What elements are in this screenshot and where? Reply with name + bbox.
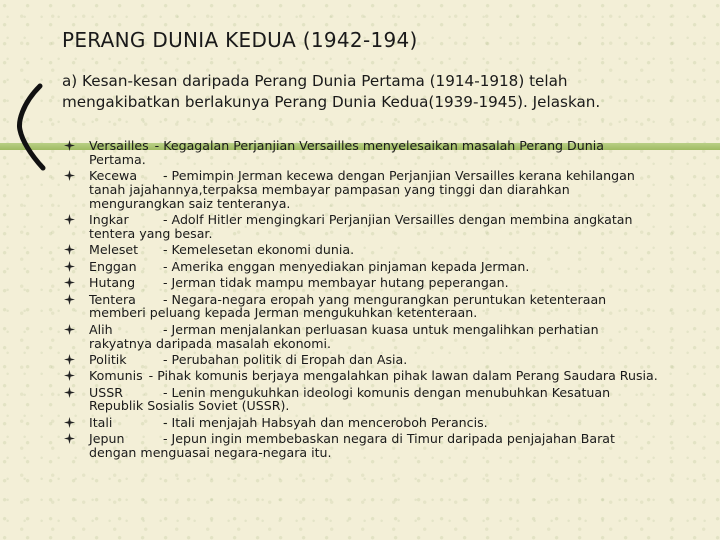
bullet-description: - Adolf Hitler mengingkari Perjanjian Versailles dengan membina angkatan tentera yang besar.: [89, 212, 633, 241]
bullet-description: - Amerika enggan menyediakan pinjaman kepada Jerman.: [163, 258, 530, 274]
four-point-star-icon: [64, 277, 75, 288]
bullet-description: - Jerman tidak mampu membayar hutang peperangan.: [163, 275, 509, 291]
four-point-star-icon: [64, 214, 75, 225]
four-point-star-icon: [64, 261, 75, 272]
bullet-term: Itali: [89, 414, 113, 430]
four-point-star-icon: [64, 244, 75, 255]
list-item: [64, 139, 664, 167]
list-item: [64, 323, 664, 351]
bullet-description: - Negara-negara eropah yang mengurangkan peruntukan ketenteraan memberi peluang kepada Jerman mengukuhkan ketenteraan.: [89, 291, 607, 321]
bullet-description: - Jepun ingin membebaskan negara di Timur daripada penjajahan Barat dengan menguasai negara-negara itu.: [89, 431, 615, 461]
list-item: [64, 213, 664, 241]
bullet-term: Meleset: [89, 242, 139, 258]
question-text: a) Kesan-kesan daripada Perang Dunia Pertama (1914-1918) telah mengakibatkan berlakunya Perang Dunia Kedua(1939-1945). Jelaskan.: [62, 72, 601, 111]
bullet-term: Komunis: [89, 368, 143, 384]
four-point-star-icon: [64, 354, 75, 365]
four-point-star-icon: [64, 387, 75, 398]
decorative-bracket-icon: [10, 82, 50, 172]
bullet-term: Ingkar: [89, 212, 129, 228]
list-item: [64, 353, 664, 367]
list-item: [64, 276, 664, 290]
slide-title: PERANG DUNIA KEDUA (1942-194): [62, 28, 418, 52]
list-item: [64, 293, 664, 321]
bullet-description: - Lenin mengukuhkan ideologi komunis dengan menubuhkan Kesatuan Republik Sosialis Soviet (USSR).: [89, 384, 611, 414]
bullet-list: [64, 139, 664, 462]
bullet-term: Tentera: [89, 291, 136, 307]
bullet-description: - Jerman menjalankan perluasan kuasa untuk mengalihkan perhatian rakyatnya daripada masalah ekonomi.: [89, 321, 599, 351]
list-item: [64, 260, 664, 274]
bullet-description: - Pihak komunis berjaya mengalahkan pihak lawan dalam Perang Saudara Rusia.: [148, 368, 658, 384]
list-item: [64, 169, 664, 210]
four-point-star-icon: [64, 324, 75, 335]
bullet-term: Kecewa: [89, 168, 138, 184]
four-point-star-icon: [64, 294, 75, 305]
list-item: [64, 386, 664, 414]
bullet-description: - Itali menjajah Habsyah dan menceroboh Perancis.: [163, 414, 488, 430]
bullet-term: USSR: [89, 384, 123, 400]
bullet-term: Politik: [89, 351, 127, 367]
list-item: [64, 432, 664, 460]
four-point-star-icon: [64, 433, 75, 444]
bullet-term: Jepun: [89, 431, 125, 447]
bullet-description: - Perubahan politik di Eropah dan Asia.: [163, 351, 408, 367]
bullet-term: Alih: [89, 321, 113, 337]
four-point-star-icon: [64, 370, 75, 381]
bullet-description: - Kegagalan Perjanjian Versailles menyelesaikan masalah Perang Dunia Pertama.: [89, 138, 604, 167]
four-point-star-icon: [64, 417, 75, 428]
list-item: [64, 369, 664, 383]
bullet-description: - Kemelesetan ekonomi dunia.: [163, 242, 355, 258]
four-point-star-icon: [64, 170, 75, 181]
bullet-term: Enggan: [89, 258, 137, 274]
bullet-description: - Pemimpin Jerman kecewa dengan Perjanjian Versailles kerana kehilangan tanah jajahannya,terpaksa membayar pampasan yang tinggi dan diarahkan mengurangkan saiz tenteranya.: [89, 168, 635, 211]
four-point-star-icon: [64, 140, 75, 151]
list-item: [64, 416, 664, 430]
bullet-term: Versailles: [89, 138, 149, 153]
bullet-term: Hutang: [89, 275, 136, 291]
list-item: [64, 243, 664, 257]
